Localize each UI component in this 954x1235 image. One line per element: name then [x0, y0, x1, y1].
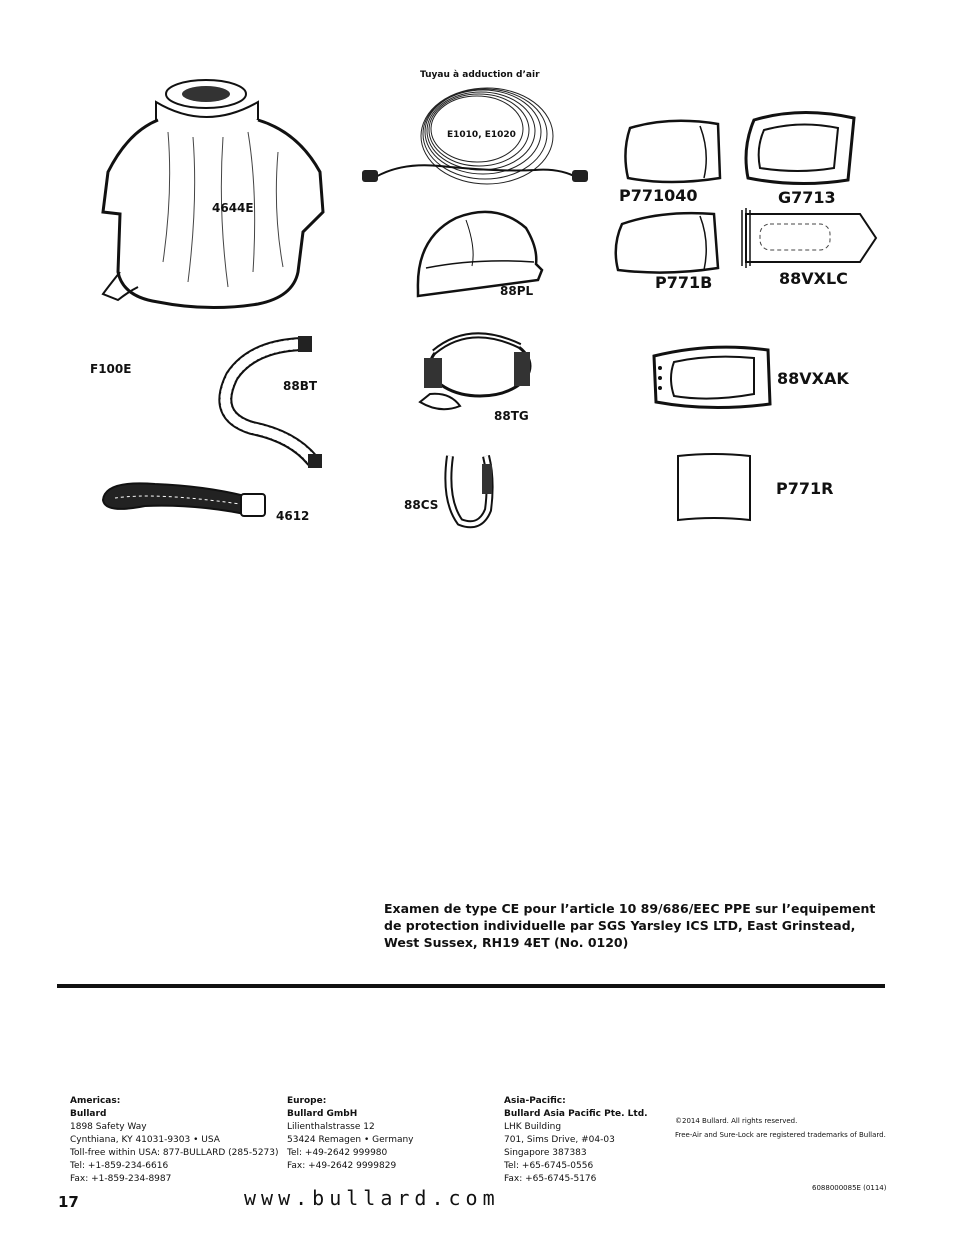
europe-company: Bullard GmbH — [287, 1109, 358, 1119]
asia-line: Tel: +65-6745-0556 — [504, 1161, 594, 1171]
p771r-lens-illustration — [676, 452, 752, 524]
website-url: www.bullard.com — [244, 1186, 500, 1210]
americas-line: Cynthiana, KY 41031-9303 • USA — [70, 1135, 220, 1145]
trademark-text: Free-Air and Sure-Lock are registered trademarks of Bullard. — [675, 1131, 886, 1139]
88bt-breathing-tube-illustration — [212, 336, 332, 470]
asia-line: Fax: +65-6745-5176 — [504, 1174, 597, 1184]
asia-company: Bullard Asia Pacific Pte. Ltd. — [504, 1109, 648, 1119]
p771040-lens-illustration — [620, 116, 725, 188]
europe-line: 53424 Remagen • Germany — [287, 1135, 414, 1145]
americas-line: Fax: +1-859-234-8987 — [70, 1174, 172, 1184]
label-88cs: 88CS — [404, 498, 439, 512]
americas-address — [70, 1095, 279, 1186]
europe-address — [287, 1095, 414, 1173]
asia-address — [504, 1095, 648, 1186]
document-code: 6088000085E (0114) — [812, 1184, 887, 1192]
label-g7713: G7713 — [778, 188, 836, 207]
label-4612: 4612 — [276, 509, 310, 523]
g7713-gasket-illustration — [742, 108, 860, 186]
europe-line: Fax: +49-2642 9999829 — [287, 1161, 397, 1171]
asia-heading: Asia-Pacific: — [504, 1096, 566, 1106]
label-88pl: 88PL — [500, 284, 534, 298]
88vxak-gasket-illustration — [650, 346, 774, 410]
88vxlc-lens-pack-illustration — [740, 206, 880, 268]
footer-divider — [57, 984, 885, 988]
label-88vxlc: 88VXLC — [779, 269, 848, 288]
americas-line: 1898 Safety Way — [70, 1122, 147, 1132]
ce-certification-text: Examen de type CE pour l’article 10 89/686/EEC PPE sur l’equipement de protection individuelle par SGS Yarsley ICS LTD, East Grinstead, West Sussex, RH19 4ET (No. 0120) — [384, 901, 876, 950]
copyright-text: ©2014 Bullard. All rights reserved. — [675, 1117, 798, 1125]
label-f100e: F100E — [90, 362, 132, 376]
asia-line: 701, Sims Drive, #04-03 — [504, 1135, 615, 1145]
label-p771r: P771R — [776, 479, 834, 498]
hose-caption: Tuyau à adduction d’air — [420, 70, 540, 80]
p771b-lens-illustration — [612, 210, 722, 278]
americas-line: Tel: +1-859-234-6616 — [70, 1161, 169, 1171]
europe-heading: Europe: — [287, 1096, 327, 1106]
4612-belt-illustration — [95, 470, 270, 532]
americas-line: Toll-free within USA: 877-BULLARD (285-5273) — [70, 1148, 279, 1158]
hose-models-label: E1010, E1020 — [447, 130, 516, 140]
label-88vxak: 88VXAK — [777, 369, 849, 388]
page-number: 17 — [58, 1193, 79, 1211]
europe-line: Lilienthalstrasse 12 — [287, 1122, 375, 1132]
americas-company: Bullard — [70, 1109, 107, 1119]
88cs-chin-strap-illustration — [440, 450, 500, 530]
europe-line: Tel: +49-2642 999980 — [287, 1148, 388, 1158]
asia-line: LHK Building — [504, 1122, 562, 1132]
label-4644e: 4644E — [212, 201, 254, 215]
label-p771b: P771B — [655, 273, 713, 292]
88tg-suspension-illustration — [410, 322, 540, 422]
americas-heading: Americas: — [70, 1096, 121, 1106]
label-p771040: P771040 — [619, 186, 698, 205]
hood-4644e-illustration — [98, 72, 333, 317]
label-88tg: 88TG — [494, 409, 529, 423]
asia-line: Singapore 387383 — [504, 1148, 587, 1158]
label-88bt: 88BT — [283, 379, 318, 393]
